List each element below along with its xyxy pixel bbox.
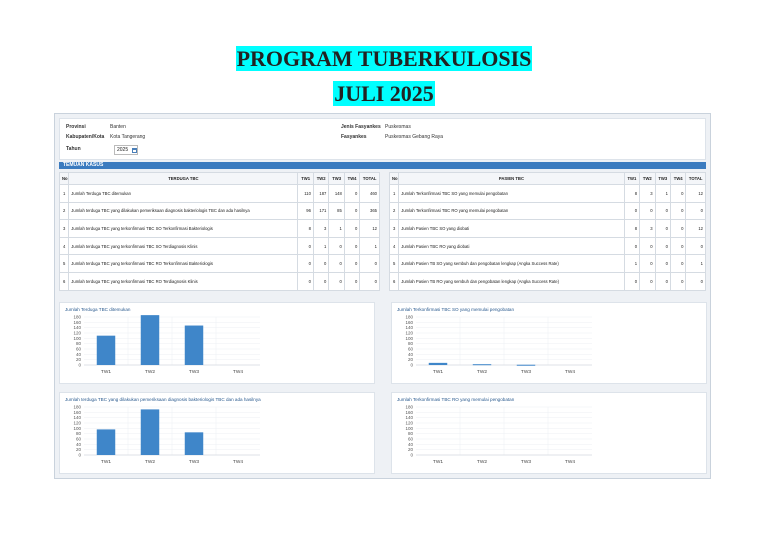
- cell-tw2: 1: [313, 237, 328, 255]
- cell-total: 0: [360, 272, 380, 290]
- y-tick-label: 0: [410, 452, 413, 458]
- filter-provinsi: [66, 124, 126, 130]
- cell-total: 0: [686, 272, 706, 290]
- table-row: [60, 185, 380, 203]
- cell-total: 0: [360, 255, 380, 273]
- y-tick-label: 160: [405, 319, 413, 325]
- calendar-icon[interactable]: [132, 148, 137, 153]
- cell-indicator: Jumlah Pasien TB RO yang sembuh dan pengobatan lengkap (Angka Success Rate): [399, 272, 624, 290]
- y-tick-label: 60: [75, 436, 81, 442]
- cell-total: 0: [686, 237, 706, 255]
- cell-no: 1: [390, 185, 399, 203]
- cell-no: 6: [60, 272, 69, 290]
- y-tick-label: 60: [75, 346, 81, 352]
- bar: [517, 365, 535, 366]
- bar: [185, 432, 203, 455]
- filter-jenis-value[interactable]: Puskesmas: [385, 124, 411, 130]
- y-tick-label: 160: [73, 319, 81, 325]
- cell-total: 365: [360, 202, 380, 220]
- table-row: [390, 237, 706, 255]
- y-tick-label: 120: [73, 330, 81, 336]
- cell-tw4: 0: [670, 202, 685, 220]
- cell-no: 4: [60, 237, 69, 255]
- cell-indicator: Jumlah Pasien TBC RO yang diobati: [399, 237, 624, 255]
- y-tick-label: 160: [73, 409, 81, 415]
- y-tick-label: 80: [407, 431, 413, 437]
- cell-tw3: 0: [655, 202, 670, 220]
- filter-jenis: [341, 124, 411, 130]
- header-tw3: TW3: [655, 173, 670, 185]
- y-tick-label: 140: [405, 325, 413, 331]
- chart-card-tbc-ro-pengobatan: [391, 392, 707, 474]
- header-tw3: TW3: [329, 173, 344, 185]
- cell-tw4: 0: [670, 185, 685, 203]
- header-no: No: [390, 173, 399, 185]
- cell-tw3: 0: [329, 272, 344, 290]
- chart-title: Jumlah Terkonfirmasi TBC SO yang memulai pengobatan: [397, 307, 515, 312]
- document-title-text: PROGRAM TUBERKULOSIS: [236, 46, 532, 71]
- y-tick-label: 140: [405, 415, 413, 421]
- cell-total: 0: [686, 202, 706, 220]
- bar: [97, 429, 115, 455]
- y-tick-label: 80: [75, 431, 81, 437]
- cell-no: 4: [390, 237, 399, 255]
- document-period-text: JULI 2025: [334, 81, 434, 106]
- cell-tw4: 0: [344, 237, 359, 255]
- chart-title: Jumlah terduga TBC yang dilakukan pemeriksaan diagnosis bakteriologis TBC dan ada hasilnya: [65, 397, 261, 402]
- y-tick-label: 180: [73, 314, 81, 320]
- header-tw4: TW4: [670, 173, 685, 185]
- cell-tw3: 0: [655, 272, 670, 290]
- cell-tw3: 1: [329, 220, 344, 238]
- bar: [97, 336, 115, 365]
- cell-tw4: 0: [670, 237, 685, 255]
- cell-indicator: Jumlah Terkonfirmasi TBC SO yang memulai pengobatan: [399, 185, 624, 203]
- chart-title: Jumlah Terduga TBC ditemukan: [65, 307, 131, 312]
- x-tick-label: TW1: [100, 460, 112, 465]
- table-row: [390, 202, 706, 220]
- y-tick-label: 80: [75, 341, 81, 347]
- cell-tw4: 0: [670, 255, 685, 273]
- x-tick-label: TW4: [564, 370, 576, 375]
- filter-tahun-label: Tahun: [66, 146, 81, 152]
- x-tick-label: TW3: [520, 460, 532, 465]
- x-tick-label: TW4: [232, 370, 244, 375]
- bar: [429, 363, 447, 365]
- cell-tw2: 0: [313, 272, 328, 290]
- x-tick-label: TW2: [144, 460, 156, 465]
- bar-chart-terduga-ditemukan: [60, 303, 376, 385]
- x-tick-label: TW2: [144, 370, 156, 375]
- header-no: No: [60, 173, 69, 185]
- cell-tw1: 8: [624, 220, 639, 238]
- chart-title: Jumlah Terkonfirmasi TBC RO yang memulai pengobatan: [397, 397, 515, 402]
- y-tick-label: 100: [73, 425, 81, 431]
- filter-jenis-label: Jenis Fasyankes: [341, 124, 381, 130]
- table-row: [390, 185, 706, 203]
- cell-tw1: 8: [298, 220, 313, 238]
- y-tick-label: 160: [405, 409, 413, 415]
- cell-tw3: 0: [655, 220, 670, 238]
- cell-tw4: 0: [344, 185, 359, 203]
- bar: [185, 326, 203, 365]
- cell-tw1: 110: [298, 185, 313, 203]
- document-period: [0, 82, 768, 106]
- cell-tw3: 0: [329, 255, 344, 273]
- chart-card-terduga-ditemukan: [59, 302, 375, 384]
- y-tick-label: 60: [407, 436, 413, 442]
- cell-tw4: 0: [344, 220, 359, 238]
- table-row: [390, 220, 706, 238]
- table-row: [60, 272, 380, 290]
- cell-tw2: 171: [313, 202, 328, 220]
- cell-tw4: 0: [670, 272, 685, 290]
- cell-indicator: Jumlah terduga TBC yang terkonfirmasi TBC RO Terkonfirmasi Bakteriologis: [69, 255, 298, 273]
- cell-tw4: 0: [670, 220, 685, 238]
- filter-fasyankes: [341, 134, 443, 140]
- cell-tw3: 148: [329, 185, 344, 203]
- header-total: TOTAL: [360, 173, 380, 185]
- cell-tw3: 0: [329, 237, 344, 255]
- cell-tw3: 0: [655, 255, 670, 273]
- y-tick-label: 20: [75, 447, 81, 453]
- header-tw1: TW1: [624, 173, 639, 185]
- cell-tw1: 0: [298, 237, 313, 255]
- y-tick-label: 40: [75, 441, 81, 447]
- cell-tw1: 0: [298, 255, 313, 273]
- table-row: [60, 237, 380, 255]
- terduga-tbc-table: [59, 172, 380, 291]
- bar: [141, 409, 159, 455]
- y-tick-label: 40: [407, 351, 413, 357]
- cell-tw1: 1: [624, 255, 639, 273]
- x-tick-label: TW4: [232, 460, 244, 465]
- chart-card-tbc-so-pengobatan: [391, 302, 707, 384]
- cell-tw1: 8: [624, 185, 639, 203]
- cell-no: 2: [390, 202, 399, 220]
- cell-indicator: Jumlah terduga TBC yang terkonfirmasi TBC SO Terdiagnosis Klinis: [69, 237, 298, 255]
- y-tick-label: 180: [73, 404, 81, 410]
- header-tw1: TW1: [298, 173, 313, 185]
- filter-panel: [59, 118, 706, 160]
- y-tick-label: 20: [75, 357, 81, 363]
- cell-tw3: 85: [329, 202, 344, 220]
- cell-total: 12: [686, 185, 706, 203]
- pasien-tbc-table: [389, 172, 706, 291]
- cell-tw2: 3: [313, 220, 328, 238]
- cell-indicator: Jumlah Terkonfirmasi TBC RO yang memulai pengobatan: [399, 202, 624, 220]
- cell-total: 1: [686, 255, 706, 273]
- filter-provinsi-value[interactable]: Banten: [110, 124, 126, 130]
- x-tick-label: TW3: [188, 460, 200, 465]
- table-row: [390, 255, 706, 273]
- table-row: [60, 220, 380, 238]
- cell-tw2: 0: [640, 202, 655, 220]
- header-total: TOTAL: [686, 173, 706, 185]
- filter-fasyankes-label: Fasyankes: [341, 134, 367, 140]
- x-tick-label: TW2: [476, 370, 488, 375]
- cell-no: 5: [60, 255, 69, 273]
- cell-total: 1: [360, 237, 380, 255]
- y-tick-label: 0: [78, 362, 81, 368]
- x-tick-label: TW1: [100, 370, 112, 375]
- section-header-temuan-kasus: TEMUAN KASUS: [59, 162, 706, 169]
- cell-tw4: 0: [344, 255, 359, 273]
- cell-tw3: 0: [655, 237, 670, 255]
- y-tick-label: 80: [407, 341, 413, 347]
- cell-tw1: 0: [624, 202, 639, 220]
- y-tick-label: 140: [73, 325, 81, 331]
- header-tw4: TW4: [344, 173, 359, 185]
- filter-tahun-label-row: [66, 146, 110, 152]
- y-tick-label: 100: [405, 335, 413, 341]
- cell-indicator: Jumlah terduga TBC yang terkonfirmasi TBC RO Terdiagnosis Klinis: [69, 272, 298, 290]
- cell-indicator: Jumlah Terduga TBC ditemukan: [69, 185, 298, 203]
- cell-tw1: 0: [624, 237, 639, 255]
- header-tw2: TW2: [640, 173, 655, 185]
- x-tick-label: TW4: [564, 460, 576, 465]
- table-header-row: [390, 173, 706, 185]
- header-tw2: TW2: [313, 173, 328, 185]
- cell-tw2: 0: [640, 272, 655, 290]
- x-tick-label: TW1: [432, 460, 444, 465]
- year-input-value: 2025: [117, 147, 129, 153]
- table-header-row: [60, 173, 380, 185]
- table-row: [390, 272, 706, 290]
- cell-tw1: 0: [624, 272, 639, 290]
- y-tick-label: 120: [73, 420, 81, 426]
- cell-no: 2: [60, 202, 69, 220]
- x-tick-label: TW3: [188, 370, 200, 375]
- bar: [141, 315, 159, 365]
- cell-total: 12: [360, 220, 380, 238]
- filter-fasyankes-value[interactable]: Puskesmas Gebang Raya: [385, 134, 444, 140]
- table-row: [60, 202, 380, 220]
- filter-kabkota-value[interactable]: Kota Tangerang: [110, 134, 146, 140]
- cell-no: 1: [60, 185, 69, 203]
- y-tick-label: 40: [407, 441, 413, 447]
- cell-total: 460: [360, 185, 380, 203]
- y-tick-label: 40: [75, 351, 81, 357]
- cell-no: 3: [390, 220, 399, 238]
- cell-tw4: 0: [344, 272, 359, 290]
- y-tick-label: 100: [405, 425, 413, 431]
- y-tick-label: 180: [405, 314, 413, 320]
- cell-tw1: 96: [298, 202, 313, 220]
- cell-tw2: 3: [640, 220, 655, 238]
- bar-chart-tbc-ro-pengobatan: [392, 393, 708, 475]
- dashboard-screenshot: [54, 113, 711, 479]
- bar: [473, 364, 491, 365]
- cell-no: 3: [60, 220, 69, 238]
- y-tick-label: 0: [410, 362, 413, 368]
- document-title: [0, 47, 768, 71]
- cell-indicator: Jumlah Pasien TBC SO yang diobati: [399, 220, 624, 238]
- filter-kabkota-label: Kabupaten/Kota: [66, 134, 105, 140]
- cell-tw1: 0: [298, 272, 313, 290]
- x-tick-label: TW3: [520, 370, 532, 375]
- cell-tw2: 0: [640, 237, 655, 255]
- table-row: [60, 255, 380, 273]
- header-terduga: TERDUGA TBC: [69, 173, 298, 185]
- header-pasien: PASIEN TBC: [399, 173, 624, 185]
- filter-provinsi-label: Provinsi: [66, 124, 86, 130]
- y-tick-label: 140: [73, 415, 81, 421]
- y-tick-label: 60: [407, 346, 413, 352]
- cell-tw4: 0: [344, 202, 359, 220]
- filter-kabkota: [66, 134, 145, 140]
- y-tick-label: 180: [405, 404, 413, 410]
- x-tick-label: TW1: [432, 370, 444, 375]
- bar-chart-terduga-diperiksa: [60, 393, 376, 475]
- cell-indicator: Jumlah Pasien TB SO yang sembuh dan pengobatan lengkap (Angka Success Rate): [399, 255, 624, 273]
- chart-card-terduga-diperiksa: [59, 392, 375, 474]
- cell-tw3: 1: [655, 185, 670, 203]
- y-tick-label: 120: [405, 420, 413, 426]
- cell-tw2: 0: [313, 255, 328, 273]
- cell-indicator: Jumlah terduga TBC yang dilakukan pemeriksaan diagnosis bakteriologis TBC dan ada hasilnya: [69, 202, 298, 220]
- cell-tw2: 187: [313, 185, 328, 203]
- cell-total: 12: [686, 220, 706, 238]
- y-tick-label: 120: [405, 330, 413, 336]
- cell-tw2: 0: [640, 255, 655, 273]
- y-tick-label: 20: [407, 357, 413, 363]
- cell-indicator: Jumlah terduga TBC yang terkonfirmasi TBC SO Terkonfirmasi Bakteriologis: [69, 220, 298, 238]
- y-tick-label: 0: [78, 452, 81, 458]
- x-tick-label: TW2: [476, 460, 488, 465]
- y-tick-label: 20: [407, 447, 413, 453]
- cell-no: 5: [390, 255, 399, 273]
- cell-tw2: 3: [640, 185, 655, 203]
- bar-chart-tbc-so-pengobatan: [392, 303, 708, 385]
- cell-no: 6: [390, 272, 399, 290]
- y-tick-label: 100: [73, 335, 81, 341]
